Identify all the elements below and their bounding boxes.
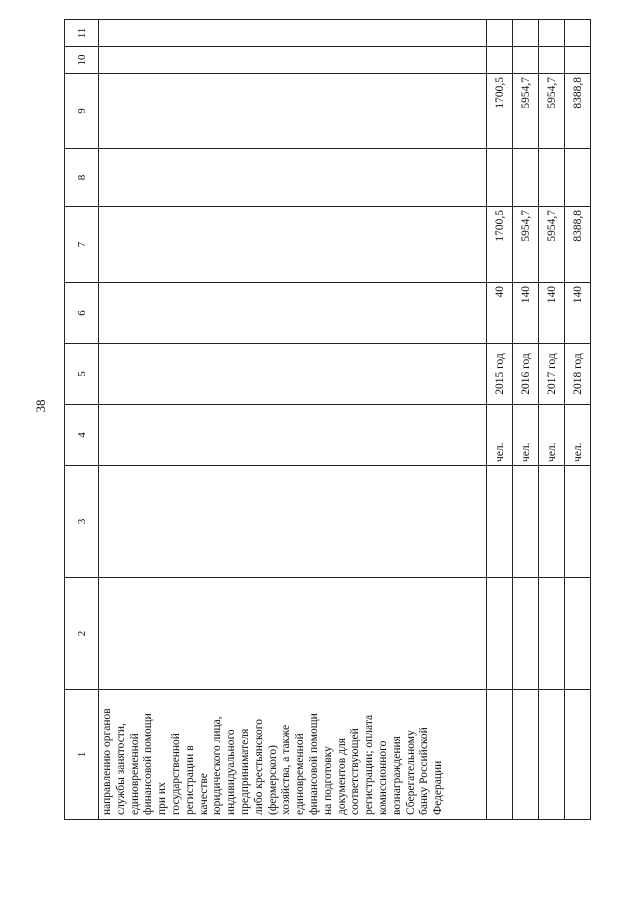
table-row [565,20,591,820]
description-line: на подготовку [321,746,334,815]
unit-cell: чел. [513,405,539,466]
col8-cell [565,149,591,207]
col9-cell: 5954,7 [513,74,539,149]
col8-cell [539,149,565,207]
header-cell: 9 [65,74,99,149]
count-cell: 140 [539,283,565,344]
empty-cell [565,466,591,578]
col8-cell [513,149,539,207]
description-line: единовременной [294,733,307,815]
description-line: Сберегательному [404,730,417,815]
header-cell: 7 [65,207,99,283]
empty-cell [565,578,591,690]
empty-cell [99,20,487,47]
table-row [539,20,565,820]
empty-cell [99,149,487,207]
empty-cell [565,690,591,820]
col10-cell [487,47,513,74]
col9-cell: 1700,5 [487,74,513,149]
description-line: комиссионного [376,740,389,815]
col11-cell [487,20,513,47]
header-cell: 10 [65,47,99,74]
col11-cell [539,20,565,47]
total-cell: 8388,8 [565,207,591,283]
description-line: юридического лица, [211,716,224,815]
table-row [513,20,539,820]
description-line: финансовой помощи [307,713,320,815]
description-line: Федерации [432,760,445,815]
description-line: при их [156,782,169,815]
description-line: предпринимателя [238,728,251,815]
description-line: документов для [335,738,348,815]
header-cell: 5 [65,344,99,405]
count-cell: 40 [487,283,513,344]
rotated-table-area [64,20,582,820]
description-line: направлению органов [101,708,113,815]
col10-cell [539,47,565,74]
description-cell [99,690,487,820]
empty-cell [99,283,487,344]
col11-cell [513,20,539,47]
empty-cell [513,690,539,820]
empty-cell [99,74,487,149]
col9-cell: 5954,7 [539,74,565,149]
description-line: либо крестьянского [252,719,265,815]
empty-cell [99,578,487,690]
description-line: государственной [169,733,182,815]
empty-cell [99,405,487,466]
description-line: хозяйства, а также [280,724,293,815]
description-line: банку Российской [418,727,431,815]
description-line: (фермерского) [266,745,279,815]
description-line: соответствующей [349,728,362,815]
empty-cell [487,466,513,578]
header-cell: 4 [65,405,99,466]
description-line: регистрации в [183,745,196,815]
col10-cell [565,47,591,74]
description-line: качестве [197,773,210,815]
table-row [487,20,513,820]
page-number: 38 [33,399,48,413]
col10-cell [513,47,539,74]
col9-cell: 8388,8 [565,74,591,149]
header-cell: 8 [65,149,99,207]
empty-cell [539,690,565,820]
description-line: индивидуального [225,729,238,815]
empty-cell [539,466,565,578]
description-line: единовременной [128,733,141,815]
description-line: регистрации; оплата [363,714,376,815]
total-cell: 5954,7 [539,207,565,283]
empty-cell [99,344,487,405]
header-cell: 1 [65,690,99,820]
header-row [65,20,99,820]
description-line: финансовой помощи [142,713,155,815]
total-cell: 5954,7 [513,207,539,283]
empty-cell [487,690,513,820]
count-cell: 140 [565,283,591,344]
empty-cell [513,578,539,690]
col8-cell [487,149,513,207]
total-cell: 1700,5 [487,207,513,283]
table-row [99,20,487,820]
count-cell: 140 [513,283,539,344]
empty-cell [539,578,565,690]
description-line: службы занятости, [114,723,127,815]
unit-cell: чел. [539,405,565,466]
data-table [64,19,591,820]
empty-cell [513,466,539,578]
empty-cell [99,466,487,578]
table-rotator [64,20,582,820]
empty-cell [487,578,513,690]
header-cell: 3 [65,466,99,578]
year-cell: 2017 год [539,344,565,405]
description-line: вознаграждения [390,736,403,815]
year-cell: 2018 год [565,344,591,405]
empty-cell [99,47,487,74]
empty-cell [99,207,487,283]
header-cell: 11 [65,20,99,47]
year-cell: 2015 год [487,344,513,405]
header-cell: 6 [65,283,99,344]
header-cell: 2 [65,578,99,690]
unit-cell: чел. [487,405,513,466]
col11-cell [565,20,591,47]
unit-cell: чел. [565,405,591,466]
year-cell: 2016 год [513,344,539,405]
